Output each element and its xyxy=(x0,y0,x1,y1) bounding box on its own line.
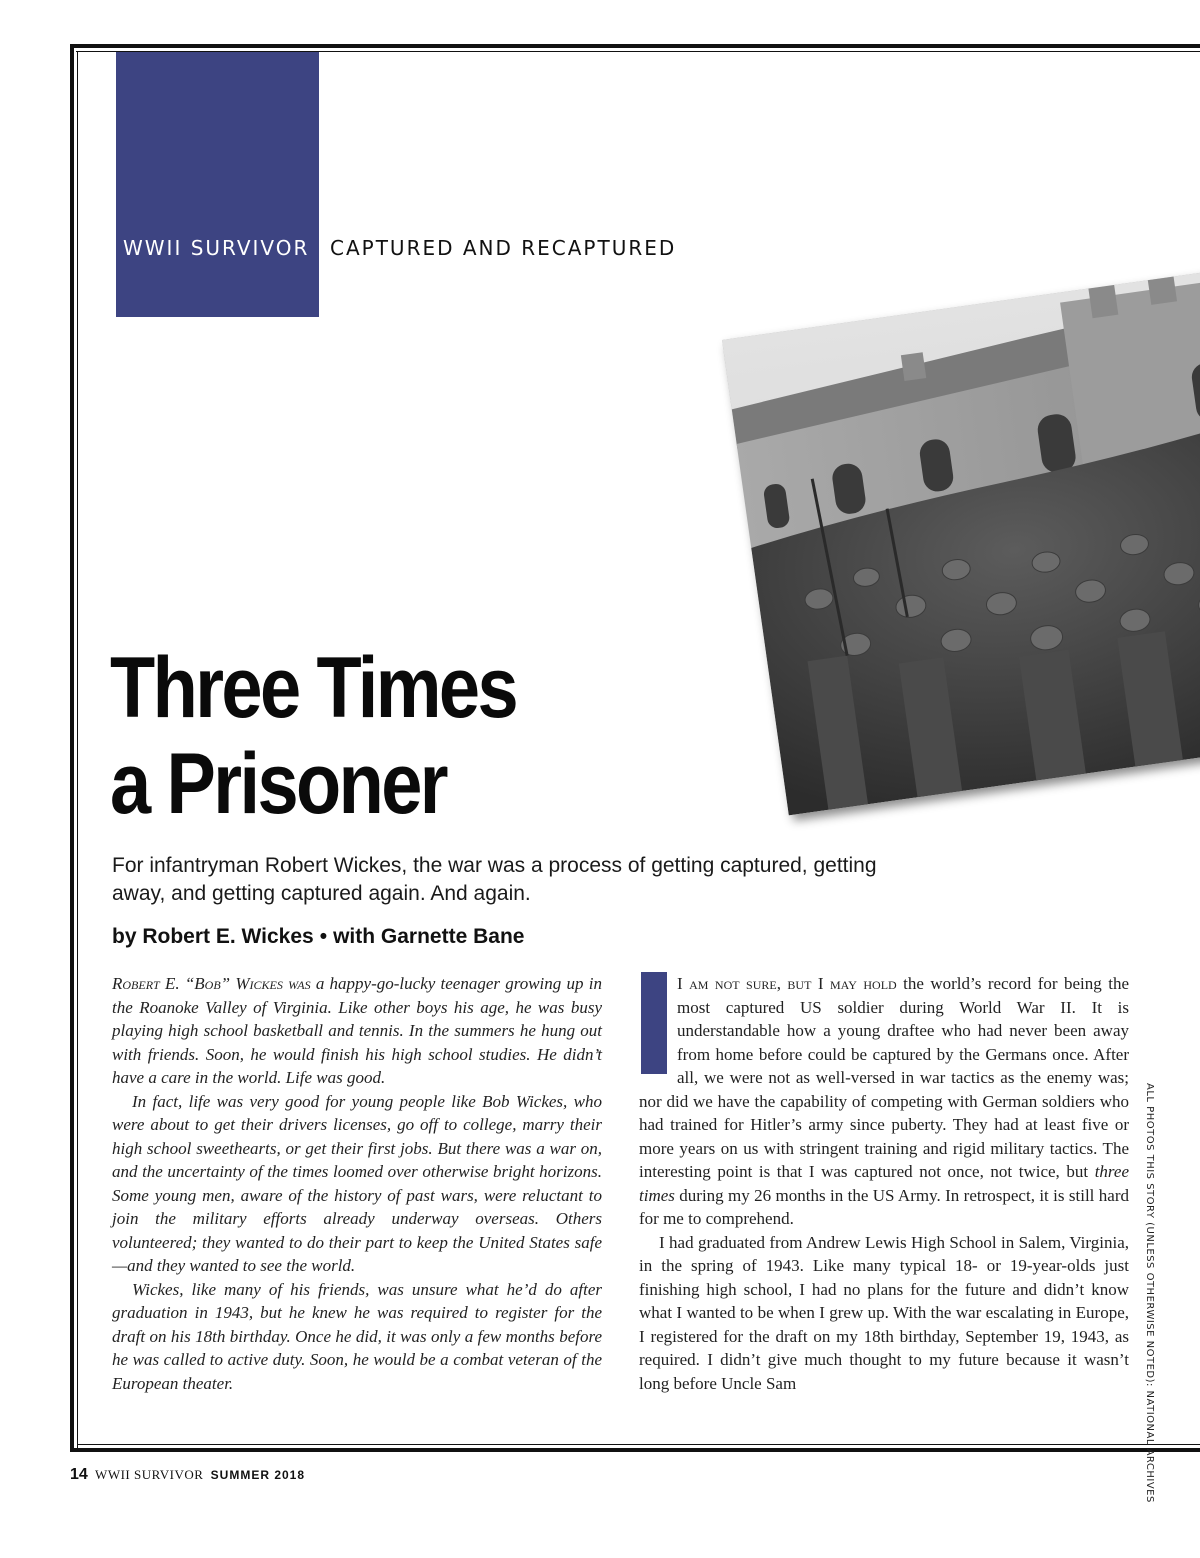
folio xyxy=(70,1466,305,1484)
frame-left-rule-inner xyxy=(77,51,78,1449)
intro-column xyxy=(112,972,602,1395)
photo-credit: ALL PHOTOS THIS STORY (UNLESS OTHERWISE NOTED): NATIONAL ARCHIVES xyxy=(1144,1083,1155,1503)
frame-bottom-rule xyxy=(70,1448,1200,1452)
article-photo xyxy=(722,268,1200,816)
byline-coauthor: with Garnette Bane xyxy=(333,925,525,948)
body-paragraph-1 xyxy=(639,972,1129,1231)
byline xyxy=(112,925,524,949)
headline-line-1: Three Times xyxy=(110,640,517,736)
headline-line-2: a Prisoner xyxy=(110,736,446,832)
intro-paragraph-2: In fact, life was very good for young people like Bob Wickes, who were about to get their drivers licenses, go off to college, marry their high school sweethearts, or get their first jobs. But there was a war on, and the uncertainty of the times loomed over otherwise bright horizons. Some young men, aware of the history of past wars, were reluctant to join the military efforts already underway overseas. Others volunteered; they wanted to do their part to keep the United States safe—and they wanted to see the world. xyxy=(112,1091,602,1275)
intro-paragraph-3: Wickes, like many of his friends, was unsure what he’d do after graduation in 1943, but he knew he was required to register for the draft on his 18th birthday. Once he did, it was only a few months before he was called to active duty. Soon, he would be a combat veteran of the European theater. xyxy=(112,1279,602,1393)
body-column xyxy=(639,972,1129,1395)
body-paragraph-1-text-a: the world’s record for being the most captured US soldier during World War II. It is understandable how a young draftee who had never been away from home before could be captured by the Germans once. After all, we were not as well-versed in war tactics as the enemy was; nor did we have the capability of competing with German soldiers who had trained for Hitler’s army since puberty. They had at least five or more years on us with stringent training and rigid military tactics. The interesting point is that I was captured not once, not twice, but xyxy=(639,974,1129,1181)
section-subtitle: CAPTURED AND RECAPTURED xyxy=(330,236,677,260)
intro-paragraph-1 xyxy=(112,972,602,1090)
byline-separator: • xyxy=(319,925,328,948)
intro-paragraph-1-text: a happy-go-lucky teenager growing up in the Roanoke Valley of Virginia. Like other boys his age, he was busy playing high school basketball and tennis. In the summers he hung out with friends. Soon, he would finish his high school studies. He didn’t have a care in the world. Life was good. xyxy=(112,974,602,1087)
intro-lead-in: Robert E. “Bob” Wickes was xyxy=(112,974,311,993)
headline xyxy=(110,640,592,832)
drop-cap-bar xyxy=(641,972,667,1074)
body-paragraph-1-text-b: during my 26 months in the US Army. In retrospect, it is still hard for me to comprehend. xyxy=(639,1185,1129,1228)
section-label: WWII SURVIVOR xyxy=(123,236,310,260)
frame-bottom-rule-inner xyxy=(77,1444,1200,1445)
section-color-block xyxy=(116,52,319,317)
body-lead-in: I am not sure, but I may hold xyxy=(677,974,897,993)
folio-magazine-name: WWII SURVIVOR xyxy=(95,1467,204,1482)
deck: For infantryman Robert Wickes, the war was a process of getting captured, getting away, and getting captured again. And again. xyxy=(112,854,877,905)
byline-author: by Robert E. Wickes xyxy=(112,925,314,948)
frame-top-rule xyxy=(70,44,1200,48)
page-number: 14 xyxy=(70,1466,88,1483)
frame-left-rule xyxy=(70,44,74,1452)
folio-issue: SUMMER 2018 xyxy=(210,1468,306,1482)
body-paragraph-2: I had graduated from Andrew Lewis High School in Salem, Virginia, in the spring of 1943. Like many typical 18- or 19-year-olds just finishing high school, I had no plans for the future and didn’t know what I wanted to be when I grew up. With the war escalating in Europe, I registered for the draft on my 18th birthday, September 19, 1943, as required. I didn’t give much thought to my future because it wasn’t long before Uncle Sam xyxy=(639,1232,1129,1393)
body-paragraph-1-emphasis: three times xyxy=(639,1162,1129,1205)
